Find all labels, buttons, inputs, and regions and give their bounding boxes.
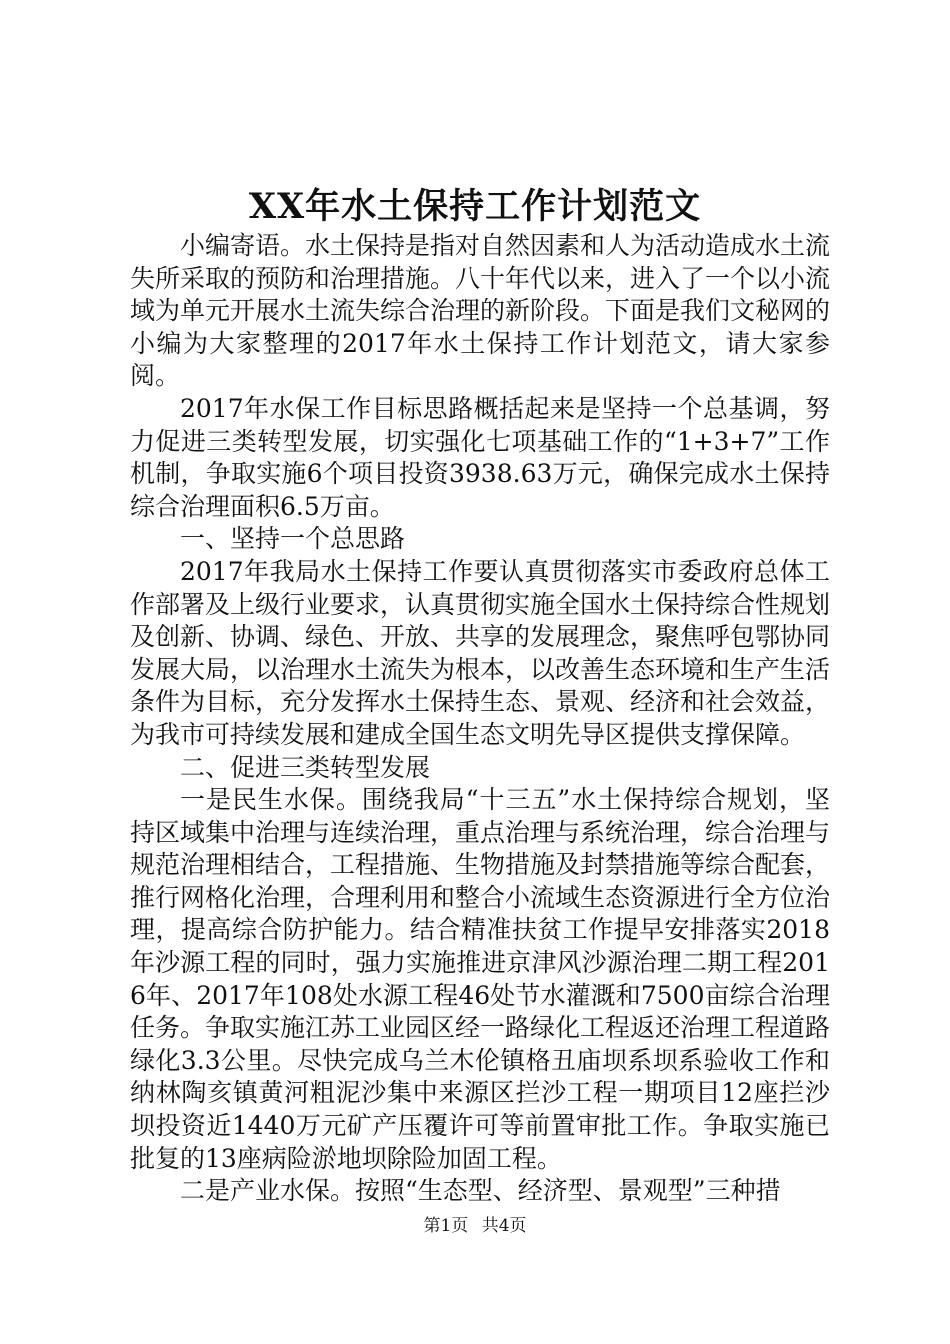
paragraph-intro: 小编寄语。水土保持是指对自然因素和人为活动造成水土流失所采取的预防和治理措施。八十年代以来，进入了一个以小流域为单元开展水土流失综合治理的新阶段。下面是我们文秘网的小编为大家整理的2017年水土保持工作计划范文，请大家参阅。 [130, 231, 831, 391]
section-heading-2: 二、促进三类转型发展 [180, 752, 431, 782]
paragraph-section-1: 2017年我局水土保持工作要认真贯彻落实市委政府总体工作部署及上级行业要求，认真贯彻实施全国水土保持综合性规划及创新、协调、绿色、开放、共享的发展理念，聚焦呼包鄂协同发展大局，以治理水土流失为根本，以改善生态环境和生产生活条件为目标，充分发挥水土保持生态、景观、经济和社会效益，为我市可持续发展和建成全国生态文明先导区提供支撑保障。 [130, 556, 831, 749]
page-footer [0, 1214, 950, 1238]
document-body [130, 230, 830, 1208]
paragraph-goals: 2017年水保工作目标思路概括起来是坚持一个总基调，努力促进三类转型发展，切实强化七项基础工作的“1+3+7”工作机制，争取实施6个项目投资3938.63万元，确保完成水土保持综合治理面积6.5万亩。 [130, 393, 830, 521]
document-title: XX年水土保持工作计划范文 [248, 186, 702, 227]
page-number: 第1页 [423, 1216, 469, 1236]
paragraph-industry: 二是产业水保。按照“生态型、经济型、景观型”三种措 [180, 1176, 781, 1206]
section-heading-1: 一、坚持一个总思路 [180, 524, 406, 554]
paragraph-livelihood: 一是民生水保。围绕我局“十三五”水土保持综合规划，坚持区域集中治理与连续治理，重点治理与系统治理，综合治理与规范治理相结合，工程措施、生物措施及封禁措施等综合配套，推行网格化治理，合理利用和整合小流域生态资源进行全方位治理，提高综合防护能力。结合精准扶贫工作提早安排落实2018年沙源工程的同时，强力实施推进京津风沙源治理二期工程2016年、2017年108处水源工程46处节水灌溉和7500亩综合治理任务。争取实施江苏工业园区经一路绿化工程返还治理工程道路绿化3.3公里。尽快完成乌兰木伦镇格丑庙坝系坝系验收工作和纳林陶亥镇黄河粗泥沙集中来源区拦沙工程一期项目12座拦沙坝投资近1440万元矿产压覆许可等前置审批工作。争取实施已批复的13座病险淤地坝除险加固工程。 [130, 785, 831, 1173]
page-total: 共4页 [481, 1216, 527, 1236]
